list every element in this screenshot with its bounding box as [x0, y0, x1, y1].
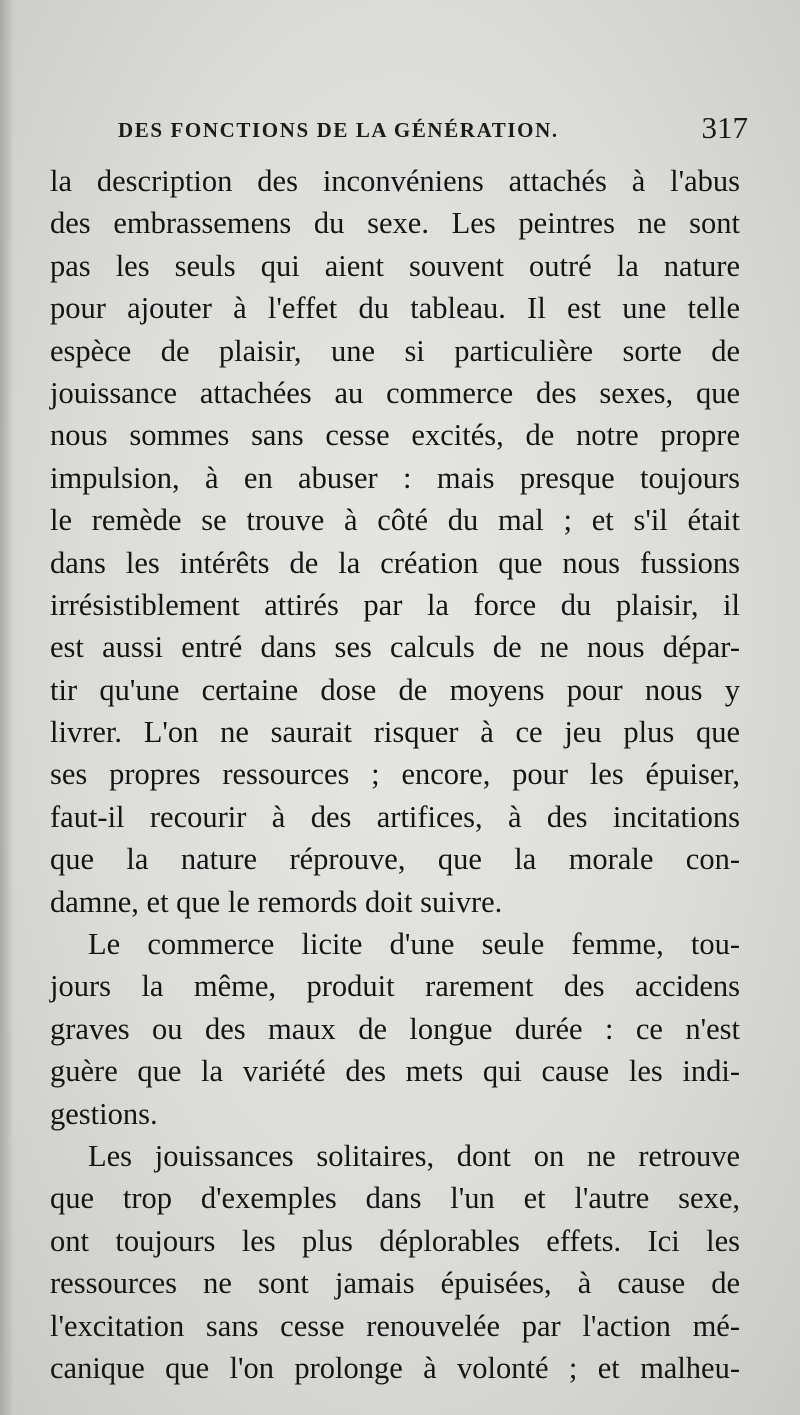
paragraph-first-line: Les jouissances solitaires, dont on ne retrouve [88, 1138, 740, 1173]
text-line: livrer. L'on ne saurait risquer à ce jeu plus que [50, 715, 740, 750]
text-line: que la nature réprouve, que la morale con- [50, 842, 740, 877]
text-line: impulsion, à en abuser : mais presque toujours [50, 460, 740, 495]
text-line: le remède se trouve à côté du mal ; et s'il était [50, 503, 740, 538]
text-line: ressources ne sont jamais épuisées, à cause de [50, 1266, 740, 1301]
body-text [50, 160, 740, 1389]
text-line: la description des inconvéniens attachés à l'abus [50, 164, 740, 198]
text-line: ses propres ressources ; encore, pour les épuiser, [50, 757, 740, 792]
text-line: pour ajouter à l'effet du tableau. Il est une telle [50, 291, 740, 326]
text-line: guère que la variété des mets qui cause les indi- [50, 1054, 740, 1089]
text-line: nous sommes sans cesse excités, de notre propre [50, 418, 740, 453]
text-line: jours la même, produit rarement des accidens [50, 969, 740, 1004]
page-header [118, 110, 748, 150]
text-line: est aussi entré dans ses calculs de ne nous dépar- [50, 630, 740, 665]
text-line: dans les intérêts de la création que nous fussions [50, 545, 740, 580]
text-line: damne, et que le remords doit suivre. [50, 884, 503, 919]
text-line: que trop d'exemples dans l'un et l'autre sexe, [50, 1181, 740, 1216]
running-head: DES FONCTIONS DE LA GÉNÉRATION. [118, 118, 559, 142]
text-line: irrésistiblement attirés par la force du plaisir, il [50, 587, 740, 622]
text-line: graves ou des maux de longue durée : ce n'est [50, 1011, 740, 1046]
text-line: espèce de plaisir, une si particulière sorte de [50, 333, 740, 368]
text-line: tir qu'une certaine dose de moyens pour nous y [50, 672, 740, 707]
page-number: 317 [701, 110, 748, 145]
page-gutter-shadow [0, 0, 14, 1415]
text-line: l'excitation sans cesse renouvelée par l'action mé- [50, 1308, 740, 1343]
text-line: ont toujours les plus déplorables effets. Ici les [50, 1223, 740, 1258]
text-line: pas les seuls qui aient souvent outré la nature [50, 248, 740, 283]
text-line: gestions. [50, 1096, 158, 1131]
text-line: des embrassemens du sexe. Les peintres ne sont [50, 206, 740, 241]
text-line: jouissance attachées au commerce des sexes, que [50, 375, 740, 410]
text-line: faut-il recourir à des artifices, à des incitations [50, 799, 740, 834]
paragraph-first-line: Le commerce licite d'une seule femme, tou- [88, 927, 740, 962]
text-line: canique que l'on prolonge à volonté ; et malheu- [50, 1350, 740, 1385]
